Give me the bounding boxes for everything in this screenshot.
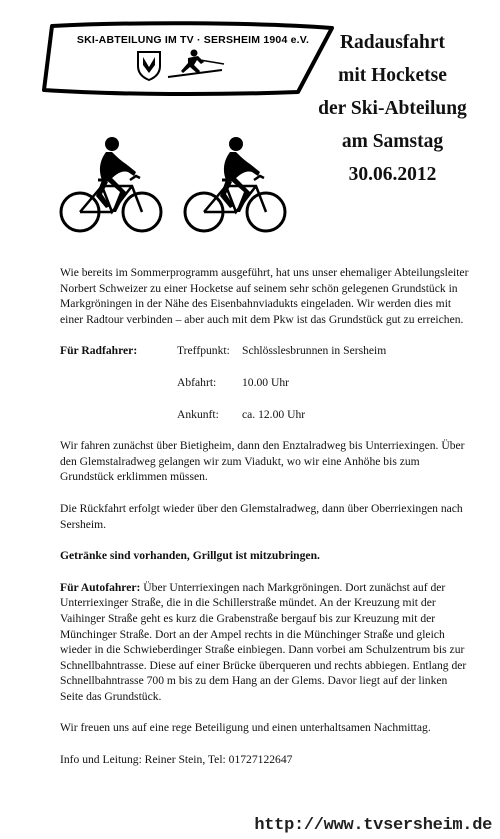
cyclist-icon bbox=[180, 130, 290, 240]
cyclist-icon bbox=[56, 130, 166, 240]
club-logo bbox=[40, 20, 338, 100]
autofahrer-paragraph bbox=[60, 580, 470, 705]
ankunft-value: ca. 12.00 Uhr bbox=[242, 407, 306, 421]
getraenke-paragraph: Getränke sind vorhanden, Grillgut ist mitzubringen. bbox=[60, 549, 320, 563]
abfahrt-row bbox=[60, 375, 470, 391]
event-date: 30.06.2012 bbox=[348, 164, 437, 185]
ankunft-label: Ankunft: bbox=[177, 407, 219, 421]
info-line: Info und Leitung: Reiner Stein, Tel: 01727122647 bbox=[60, 753, 293, 767]
flyer-body bbox=[60, 265, 470, 784]
ankunft-row bbox=[60, 407, 470, 423]
headline-line-3: der Ski-Abteilung bbox=[318, 98, 467, 119]
intro-paragraph: Wie bereits im Sommerprogramm ausgeführt, hat uns unser ehemaliger Abteilungsleiter Norbert Schweizer zu einer Hocketse auf seinem sehr schön gelegenen Grundstück in Markgröningen in der Nähe des Eisenbahnviadukts eingeladen. Wir werden dies mit einer Radtour verbinden – aber auch mit dem Pkw ist das Grundstück gut zu erreichen. bbox=[60, 266, 469, 326]
headline-line-4: am Samstag bbox=[341, 131, 444, 152]
club-name: SKI-ABTEILUNG IM TV · SERSHEIM 1904 e.V. bbox=[76, 34, 310, 46]
autofahrer-text: Über Unterriexingen nach Markgröningen. Dort zunächst auf der Unterriexinger Straße, die in die Schillerstraße mündet. An der Kreuzung mit der Vaihinger Straße geht es kurz die Grabenstraße bergauf bis zur Kreuzung mit der Münchinger Straße. Dort an der Ampel rechts in die Münchinger Straße und gleich wieder in die Schwieberdinger Straße einbiegen. Dann vorbei am Schulzentrum bis zur Schnellbahntrasse. Diese auf einer Brücke überqueren und rechts abbiegen. Entlang der Schnellbahntrasse 700 m bis zu dem Hang an der Glems. Davor liegt auf der linken Seite das Grundstück. bbox=[60, 580, 467, 703]
headline-line-2: mit Hocketse bbox=[338, 65, 447, 86]
radfahrer-treffpunkt-row bbox=[60, 343, 470, 359]
treffpunkt-label: Treffpunkt: bbox=[177, 344, 230, 358]
headline-line-1: Radausfahrt bbox=[339, 32, 446, 53]
skier-icon bbox=[168, 50, 224, 78]
treffpunkt-value: Schlösslesbrunnen in Sersheim bbox=[242, 344, 387, 358]
website-url[interactable]: http://www.tvsersheim.de bbox=[254, 816, 492, 835]
rueckfahrt-paragraph: Die Rückfahrt erfolgt wieder über den Glemstalradweg, dann über Oberriexingen nach Sersheim. bbox=[60, 501, 463, 531]
crest-icon bbox=[138, 52, 160, 80]
autofahrer-label: Für Autofahrer: bbox=[60, 580, 141, 594]
abfahrt-value: 10.00 Uhr bbox=[242, 375, 290, 389]
radfahrer-label: Für Radfahrer: bbox=[60, 344, 138, 358]
closing-paragraph: Wir freuen uns auf eine rege Beteiligung und einen unterhaltsamen Nachmittag. bbox=[60, 721, 431, 735]
event-headline bbox=[300, 26, 485, 191]
abfahrt-label: Abfahrt: bbox=[177, 375, 217, 389]
route-paragraph: Wir fahren zunächst über Bietigheim, dann den Enztalradweg bis Unterriexingen. Über den Glemstalradweg gelangen wir zum Viadukt, wo wir eine Anhöhe bis zum Grundstück erklimmen müssen. bbox=[60, 439, 465, 484]
